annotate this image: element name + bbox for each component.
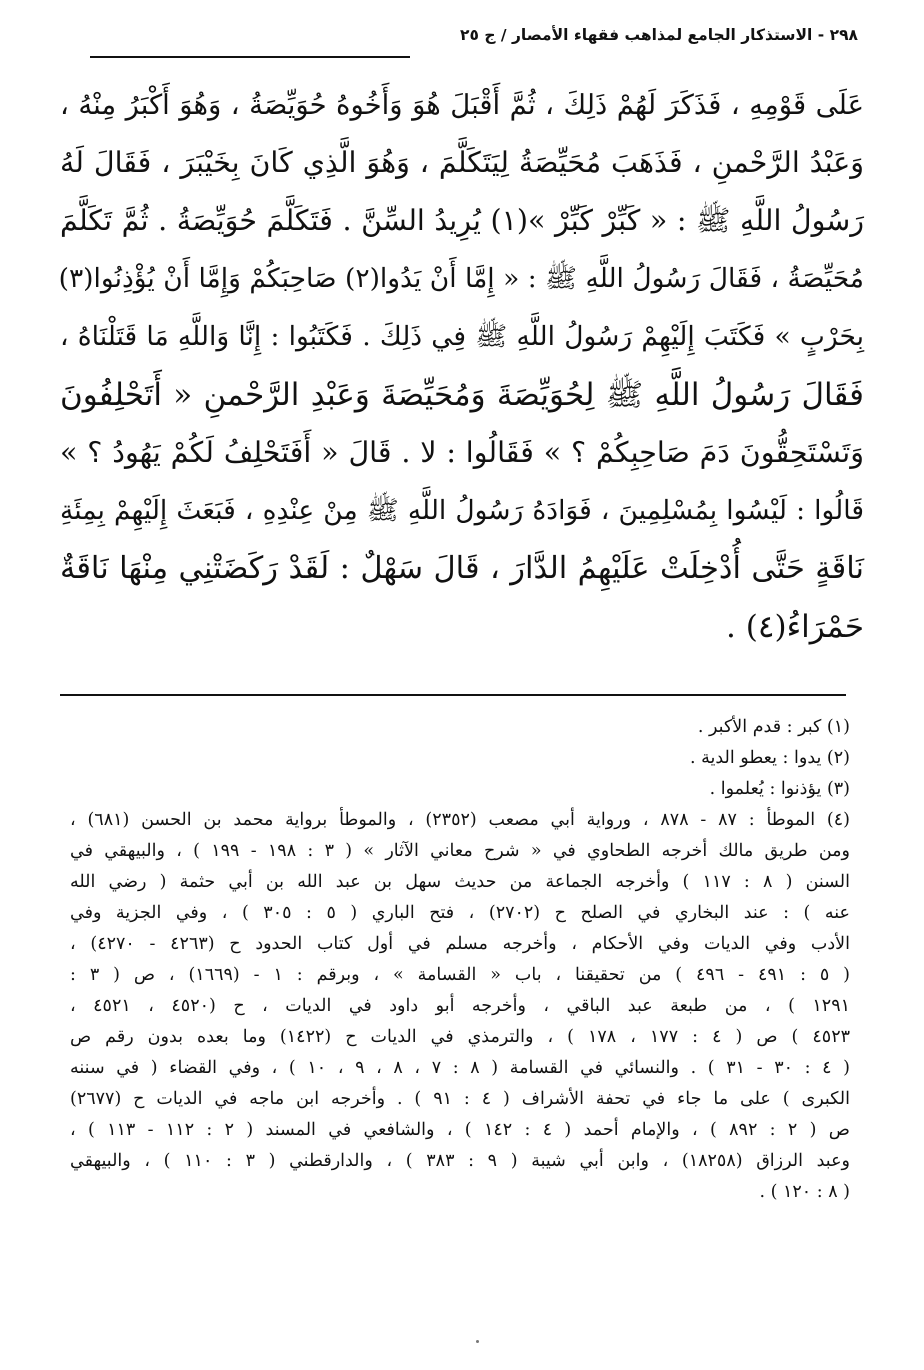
text-line: مُحَيِّصَةُ ، فَقَالَ رَسُولُ اللَّهِ ﷺ : « إِمَّا أَنْ يَدُوا(٢) صَاحِبَكُمْ وَإِمَّا أَنْ يُؤْذِنُوا(٣) (58, 263, 864, 294)
footnote-4-line: عنه ) : عند البخاري في الصلح ح (٢٧٠٢) ، فتح الباري ( ٥ : ٣٠٥ ) ، وفي الجزية وفي (70, 903, 851, 923)
text-line: فَقَالَ رَسُولُ اللَّهِ ﷺ لِحُوَيِّصَةَ وَمُحَيِّصَةَ وَعَبْدِ الرَّحْمنِ « أَتَحْلِفُونَ (60, 377, 864, 413)
footnote-4-line: ١٢٩١ ) ، من طبعة عبد الباقي ، وأخرجه أبو داود في الديات ، ح (٤٥٢٠ ، ٤٥٢١ ، (70, 996, 850, 1016)
text-line: رَسُولُ اللَّهِ ﷺ : « كَبِّرْ كَبِّرْ »(١) يُرِيدُ السِّنَّ . فَتَكَلَّمَ حُوَيِّصَةُ . ثُمَّ تَكَلَّمَ (60, 204, 864, 237)
footnote-1: (١) كبر : قدم الأكبر . (697, 717, 850, 737)
footnotes (70, 712, 850, 1208)
footnote-4: (٤) الموطأ : ٨٧ - ٨٧٨ ، ورواية أبي مصعب (٢٣٥٢) ، والموطأ برواية محمد بن الحسن (٦٨١) ، (70, 810, 850, 830)
footnote-3: (٣) يؤذنوا : يُعلموا . (709, 779, 850, 799)
text-line: وَتَسْتَحِقُّونَ دَمَ صَاحِبِكُمْ ؟ » فَقَالُوا : لا . قَالَ « أَفَتَحْلِفُ لَكُمْ يَهُودُ ؟ » (60, 436, 864, 469)
text-line: وَعَبْدُ الرَّحْمنِ ، فَذَهَبَ مُحَيِّصَةُ لِيَتَكَلَّمَ ، وَهُوَ الَّذِي كَانَ بِخَيْبَرَ ، فَقَالَ لَهُ (60, 146, 864, 179)
page-speck (476, 1340, 479, 1343)
text-line: بِحَرْبٍ » فَكَتَبَ إِلَيْهِمْ رَسُولُ اللَّهِ ﷺ فِي ذَلِكَ . فَكَتَبُوا : إِنَّا وَاللَّهِ مَا قَتَلْنَاهُ ، (60, 321, 864, 352)
footnote-4-line: ومن طريق مالك أخرجه الطحاوي في « شرح معاني الآثار » ( ٣ : ١٩٨ - ١٩٩ ) ، والبيهقي في (70, 841, 850, 861)
text-line: نَاقَةٍ حَتَّى أُدْخِلَتْ عَلَيْهِمُ الدَّارَ ، قَالَ سَهْلٌ : لَقَدْ رَكَضَتْنِي مِنْهَا نَاقَةٌ (60, 551, 864, 586)
footnote-4-line: ص ( ٢ : ٨٩٢ ) ، والإمام أحمد ( ٤ : ١٤٢ ) ، والشافعي في المسند ( ٢ : ١١٢ - ١١٣ ) ، (70, 1120, 850, 1140)
running-header: ٢٩٨ - الاستذكار الجامع لمذاهب فقهاء الأمصار / ج ٢٥ (460, 26, 858, 44)
footnote-4-line: ( ٨ : ١٢٠ ) . (759, 1182, 850, 1202)
footnote-4-line: ( ٤ : ٣٠ - ٣١ ) . والنسائي في القسامة ( ٨ : ٧ ، ٨ ، ٩ ، ١٠ ) ، وفي القضاء ( في سننه (70, 1058, 850, 1078)
footnote-4-line: السنن ( ٨ : ١١٧ ) وأخرجه الجماعة من حديث سهل بن عبد الله بن أبي حثمة ( رضي الله (70, 872, 850, 892)
footnote-4-line: ( ٥ : ٤٩١ - ٤٩٦ ) من تحقيقنا ، باب « القسامة » ، وبرقم : ١ - (١٦٦٩) ، ص ( ٣ : (70, 965, 851, 985)
footnote-rule (60, 694, 846, 696)
text-line: عَلَى قَوْمِهِ ، فَذَكَرَ لَهُمْ ذَلِكَ ، ثُمَّ أَقْبَلَ هُوَ وَأَخُوهُ حُوَيِّصَةُ ، وَهُوَ أَكْبَرُ مِنْهُ ، (60, 89, 864, 121)
footnote-4-line: الكبرى ) على ما جاء في تحفة الأشراف ( ٤ : ٩١ ) . وأخرجه ابن ماجه في الديات ح (٢٦٧٧) (70, 1089, 850, 1109)
text-line: قَالُوا : لَيْسُوا بِمُسْلِمِينَ ، فَوَادَهُ رَسُولُ اللَّهِ ﷺ مِنْ عِنْدِهِ ، فَبَعَثَ إِلَيْهِمْ بِمِئَةِ (60, 495, 864, 526)
footnote-4-line: الأدب وفي الديات وفي الأحكام ، وأخرجه مسلم في أول كتاب الحدود ح (٤٢٦٣ - ٤٢٧٠) ، (70, 934, 850, 954)
footnote-4-line: ٤٥٢٣ ) ص ( ٤ : ١٧٧ ، ١٧٨ ) ، والترمذي في الديات ح (١٤٢٢) وما بعده بدون رقم ص (70, 1027, 850, 1047)
main-text (60, 76, 864, 656)
text-line: حَمْرَاءُ(٤) . (726, 609, 864, 645)
footnote-2: (٢) يدوا : يعطو الدية . (689, 748, 850, 768)
header-rule (90, 56, 410, 58)
footnote-4-line: وعبد الرزاق (١٨٢٥٨) ، وابن أبي شيبة ( ٩ : ٣٨٣ ) ، والدارقطني ( ٣ : ١١٠ ) ، والبيهقي (70, 1151, 850, 1171)
